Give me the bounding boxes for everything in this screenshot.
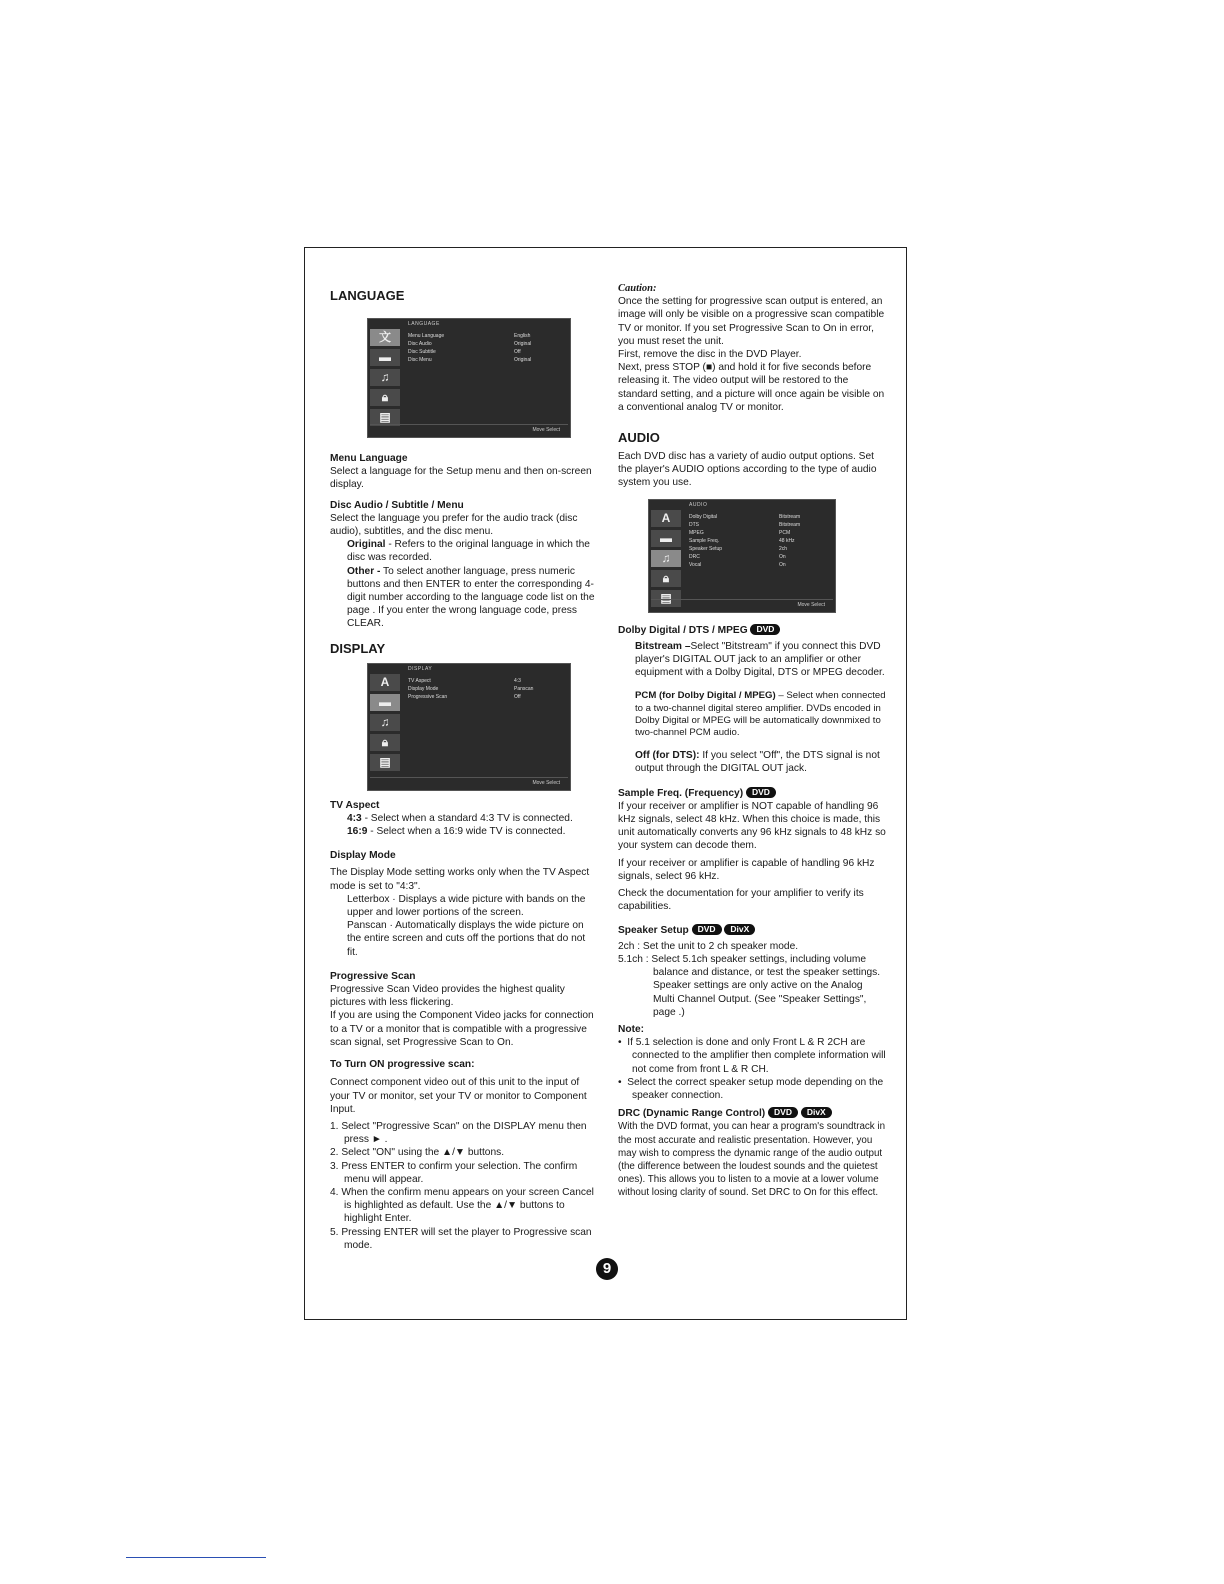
- menu-language-text: Select a language for the Setup menu and then on-screen display.: [330, 466, 592, 491]
- footer-rule: [126, 1557, 266, 1558]
- osd-row: Menu Language English: [408, 333, 531, 339]
- speaker-51ch: 5.1ch : Select 5.1ch speaker settings, including volume balance and distance, or test the speaker settings. Speaker settings are only active on the Analog Multi Channel Output. (See "Speaker Settings", page .): [618, 953, 881, 1018]
- sample-freq-text-3: Check the documentation for your amplifier to verify its capabilities.: [618, 888, 864, 913]
- language-tab-icon: A: [370, 674, 400, 691]
- disc-audio-text: Select the language you prefer for the audio track (disc audio), subtitles, and the disc menu.: [330, 512, 578, 538]
- osd-row: TV Aspect 4:3: [408, 677, 521, 684]
- aspect-43-item: 4:3 - Select when a standard 4:3 TV is connected.: [347, 812, 573, 824]
- osd-title: AUDIO: [689, 501, 708, 508]
- osd-row: Progressive Scan Off: [408, 693, 521, 700]
- osd-row: Disc Menu Original: [408, 357, 532, 363]
- audio-intro: Each DVD disc has a variety of audio output options. Set the player's AUDIO options according to the type of audio system you use.: [618, 451, 877, 489]
- caution-text: Once the setting for progressive scan output is entered, an image will only be visible on a progressive scan compatible TV or monitor. If you set Progressive Scan to On in error, you must reset the unit. First, remove the disc in the DVD Player. Next, press STOP (■) and hold it for five seconds before releasing it. The video output will be restored to the standard setting, and a picture will once again be visible on a conventional analog TV or monitor.: [618, 296, 885, 413]
- note-item: • If 5.1 selection is done and only Front L & R 2CH are connected to the amplifier then complete information will not come from front L & R CH.: [618, 1037, 886, 1075]
- panscan-item: Panscan · Automatically displays the wide picture on the entire screen and cuts off the portions that do not fit.: [347, 920, 586, 958]
- dolby-title: Dolby Digital / DTS / MPEG DVD: [618, 624, 886, 637]
- lock-tab-icon: 🔒︎: [651, 570, 681, 587]
- osd-footer: Move Select: [532, 427, 560, 433]
- osd-title: LANGUAGE: [408, 321, 440, 327]
- divx-badge: DivX: [724, 924, 755, 935]
- sample-freq-text-1: If your receiver or amplifier is NOT capable of handling 96 kHz signals, select 48 kHz. When this choice is made, this unit automatically converts any 96 kHz signals to 48 kHz so your system can decode them.: [618, 800, 886, 852]
- osd-row: Display Mode Panscan: [408, 685, 534, 692]
- osd-footer: Move Select: [532, 779, 560, 786]
- progressive-scan-text: Progressive Scan Video provides the highest quality pictures with less flickering. If you are using the Component Video jacks for connection to a TV or a monitor that is compatible with a progressive scan signal, set Progressive Scan to On.: [330, 984, 594, 1048]
- menu-language-title: Menu Language: [330, 453, 408, 464]
- bitstream-item: Bitstream –Select "Bitstream" if you connect this DVD player's DIGITAL OUT jack to an amplifier or other equipment with a Dolby Digital, DTS or MPEG decoder.: [635, 640, 885, 679]
- off-item: Off (for DTS): If you select "Off", the DTS signal is not output through the DIGITAL OUT jack.: [635, 750, 880, 775]
- language-menu-screenshot: [367, 318, 571, 438]
- dvd-badge: DVD: [750, 624, 780, 635]
- turn-on-steps: [330, 1120, 598, 1252]
- lock-tab-icon: 🔒︎: [370, 389, 400, 406]
- letterbox-item: Letterbox · Displays a wide picture with bands on the upper and lower portions of the screen.: [347, 893, 586, 919]
- osd-row: MPEG PCM: [689, 529, 791, 536]
- others-tab-icon: ▤: [370, 409, 400, 426]
- display-heading: DISPLAY: [330, 640, 386, 656]
- pcm-item: PCM (for Dolby Digital / MPEG) – Select when connected to a two-channel digital stereo amplifier. DVDs encoded in Dolby Digital or MPEG will be automatically downmixed to two-channel PCM audio.: [635, 690, 886, 739]
- note-item: • Select the correct speaker setup mode depending on the speaker connection.: [618, 1076, 884, 1101]
- dolby-options: [618, 640, 886, 776]
- speaker-setup-title: Speaker Setup DVD DivX: [618, 924, 886, 937]
- right-column: [618, 282, 886, 1200]
- turn-on-title: To Turn ON progressive scan:: [330, 1059, 475, 1071]
- osd-row: Sample Freq. 48 kHz: [689, 537, 795, 544]
- page-number: 9: [596, 1258, 618, 1280]
- caution-title: Caution:: [618, 283, 657, 294]
- tv-aspect-title: TV Aspect: [330, 799, 380, 811]
- drc-text: With the DVD format, you can hear a program's soundtrack in the most accurate and realistic presentation. However, you may wish to compress the dynamic range of the audio output (the difference between the loudest sounds and the quietest ones). This allows you to listen to a movie at a lower volume without losing clarity of sound. Set DRC to On for this effect.: [618, 1121, 886, 1199]
- osd-footer: Move Select: [797, 601, 825, 608]
- others-tab-icon: ▤: [651, 590, 681, 607]
- turn-on-text: Connect component video out of this unit to the input of your TV or monitor, set your TV or monitor to Component Input.: [330, 1077, 587, 1115]
- progressive-scan-title: Progressive Scan: [330, 970, 416, 982]
- osd-title: DISPLAY: [408, 665, 433, 672]
- language-tab-icon: A: [651, 510, 681, 527]
- left-column: [330, 282, 598, 1252]
- other-item: Other - To select another language, press numeric buttons and then ENTER to enter the corresponding 4-digit number according to the language code list on the page . If you enter the wrong language code, press CLEAR.: [347, 565, 595, 630]
- osd-row: Vocal On: [689, 561, 786, 568]
- audio-menu-screenshot: [648, 499, 836, 613]
- osd-sidebar: [370, 329, 404, 429]
- display-mode-text: The Display Mode setting works only when the TV Aspect mode is set to "4:3".: [330, 867, 590, 892]
- step-item: 1. Select "Progressive Scan" on the DISPLAY menu then press ► .: [330, 1120, 587, 1146]
- osd-row: Speaker Setup 2ch: [689, 545, 788, 552]
- disc-audio-title: Disc Audio / Subtitle / Menu: [330, 499, 464, 511]
- display-tab-icon: ▬: [651, 530, 681, 547]
- drc-title: DRC (Dynamic Range Control) DVD DivX: [618, 1107, 886, 1120]
- osd-row: Disc Audio Original: [408, 341, 532, 347]
- audio-heading: AUDIO: [618, 430, 660, 446]
- sample-freq-title: Sample Freq. (Frequency) DVD: [618, 787, 886, 800]
- step-item: 2. Select "ON" using the ▲/▼ buttons.: [330, 1147, 505, 1159]
- others-tab-icon: ▤: [370, 754, 400, 771]
- divx-badge: DivX: [801, 1107, 832, 1118]
- speaker-2ch: 2ch : Set the unit to 2 ch speaker mode.: [618, 940, 799, 952]
- osd-row: Disc Subtitle Off: [408, 349, 521, 355]
- display-tab-icon: ▬: [370, 349, 400, 366]
- audio-tab-icon: ♫: [370, 369, 400, 386]
- step-item: 5. Pressing ENTER will set the player to Progressive scan mode.: [330, 1226, 592, 1251]
- note-list: [618, 1036, 886, 1102]
- lock-tab-icon: 🔒︎: [370, 734, 400, 751]
- display-mode-title: Display Mode: [330, 850, 396, 862]
- dvd-badge: DVD: [768, 1107, 798, 1118]
- osd-row: DTS Bitstream: [689, 521, 801, 528]
- aspect-169-item: 16:9 - Select when a 16:9 wide TV is connected.: [347, 826, 566, 838]
- language-heading: LANGUAGE: [330, 288, 405, 303]
- dvd-badge: DVD: [692, 924, 722, 935]
- audio-tab-icon: ♫: [370, 714, 400, 731]
- note-title: Note:: [618, 1023, 645, 1035]
- sample-freq-text-2: If your receiver or amplifier is capable of handling 96 kHz signals, select 96 kHz.: [618, 857, 875, 882]
- display-menu-screenshot: [367, 663, 571, 791]
- osd-sidebar: [651, 510, 685, 610]
- osd-row: DRC On: [689, 553, 786, 560]
- osd-sidebar: [370, 674, 404, 774]
- original-item: Original - Refers to the original language in which the disc was recorded.: [347, 539, 590, 564]
- dvd-badge: DVD: [746, 787, 776, 798]
- audio-tab-icon: ♫: [651, 550, 681, 567]
- language-tab-icon: 文: [370, 329, 400, 346]
- display-tab-icon: ▬: [370, 694, 400, 711]
- step-item: 4. When the confirm menu appears on your screen Cancel is highlighted as default. Use the ▲/▼ buttons to highlight Enter.: [330, 1186, 594, 1225]
- osd-row: Dolby Digital Bitstream: [689, 513, 801, 520]
- step-item: 3. Press ENTER to confirm your selection. The confirm menu will appear.: [330, 1160, 578, 1185]
